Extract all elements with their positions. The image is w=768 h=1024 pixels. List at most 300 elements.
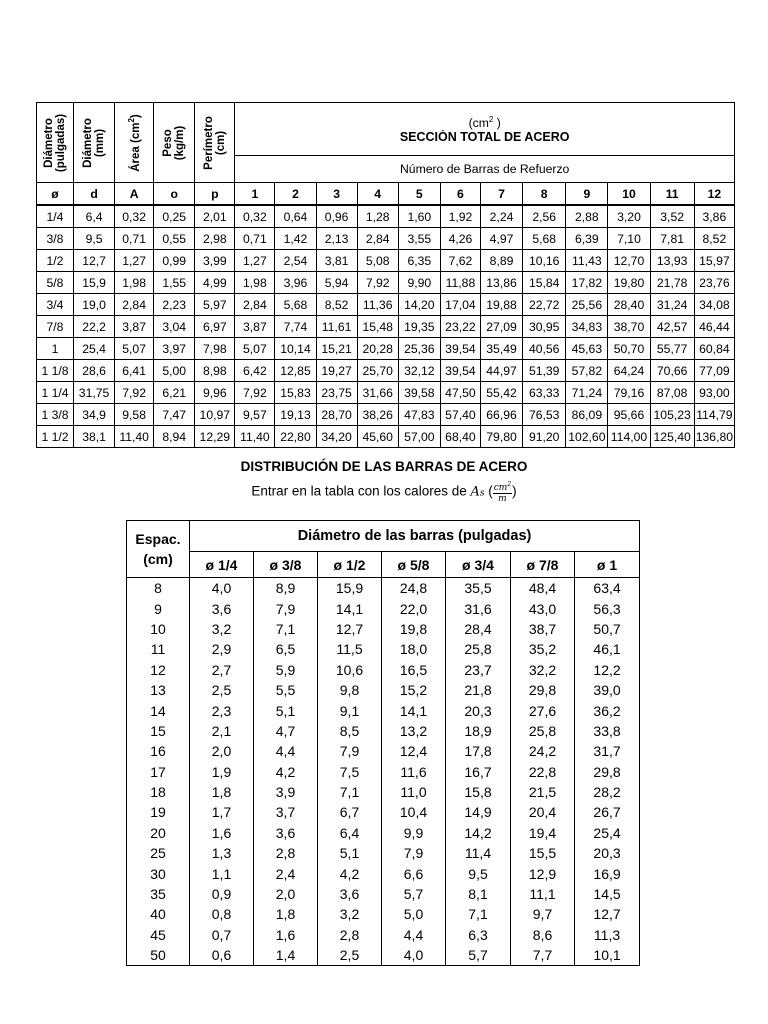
table-row — [37, 382, 735, 404]
spacing-cell: 10 — [127, 619, 190, 639]
area-cell: 11,0 — [382, 782, 446, 802]
symbol-cell: ø — [37, 183, 74, 206]
bars-subtitle: Número de Barras de Refuerzo — [235, 156, 735, 183]
area-cell: 15,9 — [318, 578, 382, 599]
area-cell: 12,9 — [511, 863, 575, 883]
area-cell: 17,8 — [446, 741, 511, 761]
area-cell: 3,6 — [254, 823, 318, 843]
spacing-cell: 11 — [127, 639, 190, 659]
area-cell: 2,9 — [190, 639, 254, 659]
area-cell: 7,9 — [254, 598, 318, 618]
area-cell: 12,7 — [318, 619, 382, 639]
value-cell: 38,70 — [608, 316, 650, 338]
area-cell: 14,1 — [318, 598, 382, 618]
value-cell: 8,52 — [316, 294, 357, 316]
section-title: SECCIÓN TOTAL DE ACERO — [235, 130, 735, 156]
value-cell: 91,20 — [523, 426, 566, 448]
area-cell: 39,0 — [575, 680, 640, 700]
area-cell: 6,4 — [318, 823, 382, 843]
area-cell: 1,1 — [190, 863, 254, 883]
value-cell: 6,39 — [566, 228, 608, 250]
bar-count-header: 3 — [316, 183, 357, 206]
area-cell: 2,8 — [254, 843, 318, 863]
area-cell: 4,7 — [254, 721, 318, 741]
value-cell: 39,54 — [440, 360, 480, 382]
value-cell: 2,01 — [195, 205, 235, 228]
value-cell: 12,70 — [608, 250, 650, 272]
value-cell: 60,84 — [694, 338, 734, 360]
value-cell: 79,16 — [608, 382, 650, 404]
area-cell: 27,6 — [511, 700, 575, 720]
area-cell: 29,8 — [575, 762, 640, 782]
area-cell: 25,4 — [575, 823, 640, 843]
area-cell: 36,2 — [575, 700, 640, 720]
spacing-cell: 13 — [127, 680, 190, 700]
area-cell: 31,7 — [575, 741, 640, 761]
area-cell: 1,9 — [190, 762, 254, 782]
area-cell: 15,2 — [382, 680, 446, 700]
symbol-cell: d — [74, 183, 115, 206]
value-cell: 28,70 — [316, 404, 357, 426]
value-cell: 35,49 — [480, 338, 522, 360]
distribution-title: DISTRIBUCIÓN DE LAS BARRAS DE ACERO — [240, 459, 528, 474]
value-cell: 77,09 — [694, 360, 734, 382]
spacing-cell: 40 — [127, 904, 190, 924]
value-cell: 19,0 — [74, 294, 115, 316]
value-cell: 11,40 — [235, 426, 275, 448]
value-cell: 5,94 — [316, 272, 357, 294]
value-cell: 0,32 — [235, 205, 275, 228]
value-cell: 45,63 — [566, 338, 608, 360]
area-cell: 5,5 — [254, 680, 318, 700]
bar-count-header: 1 — [235, 183, 275, 206]
value-cell: 105,23 — [650, 404, 694, 426]
value-cell: 1,27 — [235, 250, 275, 272]
bar-count-header: 12 — [694, 183, 734, 206]
spacing-cell: 19 — [127, 802, 190, 822]
value-cell: 10,14 — [275, 338, 316, 360]
spacing-cell: 35 — [127, 884, 190, 904]
area-cell: 3,2 — [318, 904, 382, 924]
value-cell: 28,6 — [74, 360, 115, 382]
table-row — [37, 228, 735, 250]
area-cell: 23,7 — [446, 660, 511, 680]
diameter-cell: 1/2 — [37, 250, 74, 272]
value-cell: 23,76 — [694, 272, 734, 294]
value-cell: 47,83 — [398, 404, 440, 426]
value-cell: 4,26 — [440, 228, 480, 250]
area-cell: 19,4 — [511, 823, 575, 843]
area-cell: 11,3 — [575, 925, 640, 945]
diameter-cell: 1 1/4 — [37, 382, 74, 404]
area-cell: 25,8 — [446, 639, 511, 659]
area-cell: 33,8 — [575, 721, 640, 741]
value-cell: 7,81 — [650, 228, 694, 250]
value-cell: 39,58 — [398, 382, 440, 404]
table-row — [127, 639, 640, 659]
value-cell: 11,36 — [357, 294, 398, 316]
value-cell: 25,70 — [357, 360, 398, 382]
header-diameter-mm: Diámetro (mm) — [74, 103, 115, 183]
value-cell: 10,97 — [195, 404, 235, 426]
symbol-cell: A — [115, 183, 154, 206]
spacing-cell: 9 — [127, 598, 190, 618]
diameter-header: ø 1 — [575, 552, 640, 578]
area-cell: 5,1 — [318, 843, 382, 863]
value-cell: 0,25 — [154, 205, 195, 228]
value-cell: 2,23 — [154, 294, 195, 316]
diameter-header: ø 3/8 — [254, 552, 318, 578]
value-cell: 64,24 — [608, 360, 650, 382]
value-cell: 11,43 — [566, 250, 608, 272]
value-cell: 9,90 — [398, 272, 440, 294]
value-cell: 2,54 — [275, 250, 316, 272]
value-cell: 25,56 — [566, 294, 608, 316]
area-cell: 7,1 — [446, 904, 511, 924]
value-cell: 1,55 — [154, 272, 195, 294]
diameter-cell: 1/4 — [37, 205, 74, 228]
spacing-cell: 45 — [127, 925, 190, 945]
value-cell: 31,75 — [74, 382, 115, 404]
area-cell: 32,2 — [511, 660, 575, 680]
value-cell: 34,08 — [694, 294, 734, 316]
value-cell: 25,36 — [398, 338, 440, 360]
table-row — [37, 404, 735, 426]
value-cell: 95,66 — [608, 404, 650, 426]
value-cell: 3,99 — [195, 250, 235, 272]
area-cell: 14,1 — [382, 700, 446, 720]
value-cell: 2,84 — [115, 294, 154, 316]
value-cell: 2,24 — [480, 205, 522, 228]
value-cell: 45,60 — [357, 426, 398, 448]
diameter-cell: 1 1/2 — [37, 426, 74, 448]
value-cell: 15,84 — [523, 272, 566, 294]
value-cell: 1,98 — [115, 272, 154, 294]
distribution-instruction: Entrar en la tabla con los calores de As ( $\frac{cm^2}{m}$ ) — [251, 481, 517, 504]
value-cell: 44,97 — [480, 360, 522, 382]
area-cell: 2,0 — [190, 741, 254, 761]
value-cell: 1,60 — [398, 205, 440, 228]
symbol-cell: o — [154, 183, 195, 206]
value-cell: 5,00 — [154, 360, 195, 382]
table-row — [37, 426, 735, 448]
table-row — [127, 598, 640, 618]
value-cell: 1,28 — [357, 205, 398, 228]
value-cell: 8,89 — [480, 250, 522, 272]
value-cell: 39,54 — [440, 338, 480, 360]
value-cell: 7,62 — [440, 250, 480, 272]
value-cell: 6,35 — [398, 250, 440, 272]
area-cell: 8,5 — [318, 721, 382, 741]
area-cell: 46,1 — [575, 639, 640, 659]
bar-count-header: 8 — [523, 183, 566, 206]
value-cell: 114,00 — [608, 426, 650, 448]
value-cell: 2,13 — [316, 228, 357, 250]
value-cell: 1,42 — [275, 228, 316, 250]
area-cell: 7,1 — [254, 619, 318, 639]
value-cell: 1,92 — [440, 205, 480, 228]
table-row — [127, 904, 640, 924]
table-row — [37, 294, 735, 316]
value-cell: 15,48 — [357, 316, 398, 338]
value-cell: 40,56 — [523, 338, 566, 360]
area-cell: 4,0 — [190, 578, 254, 599]
area-cell: 8,6 — [511, 925, 575, 945]
area-cell: 26,7 — [575, 802, 640, 822]
value-cell: 3,97 — [154, 338, 195, 360]
diameter-title: Diámetro de las barras (pulgadas) — [190, 521, 640, 552]
value-cell: 34,20 — [316, 426, 357, 448]
table-row — [127, 700, 640, 720]
value-cell: 15,83 — [275, 382, 316, 404]
area-cell: 7,9 — [318, 741, 382, 761]
diameter-cell: 7/8 — [37, 316, 74, 338]
value-cell: 6,4 — [74, 205, 115, 228]
area-cell: 15,8 — [446, 782, 511, 802]
value-cell: 57,82 — [566, 360, 608, 382]
diameter-cell: 3/8 — [37, 228, 74, 250]
table-row — [37, 360, 735, 382]
area-cell: 8,1 — [446, 884, 511, 904]
area-cell: 11,1 — [511, 884, 575, 904]
area-cell: 56,3 — [575, 598, 640, 618]
area-cell: 21,5 — [511, 782, 575, 802]
value-cell: 2,88 — [566, 205, 608, 228]
area-cell: 6,5 — [254, 639, 318, 659]
value-cell: 31,66 — [357, 382, 398, 404]
area-cell: 10,6 — [318, 660, 382, 680]
spacing-header: Espac. (cm) — [127, 521, 190, 578]
area-cell: 14,5 — [575, 884, 640, 904]
diameter-cell: 1 1/8 — [37, 360, 74, 382]
value-cell: 5,97 — [195, 294, 235, 316]
value-cell: 6,42 — [235, 360, 275, 382]
area-cell: 7,7 — [511, 945, 575, 966]
value-cell: 1,98 — [235, 272, 275, 294]
area-cell: 2,8 — [318, 925, 382, 945]
value-cell: 3,04 — [154, 316, 195, 338]
bar-distribution-table — [126, 520, 640, 966]
value-cell: 6,41 — [115, 360, 154, 382]
area-cell: 11,6 — [382, 762, 446, 782]
value-cell: 25,4 — [74, 338, 115, 360]
table-row — [37, 272, 735, 294]
area-cell: 28,2 — [575, 782, 640, 802]
header-weight: Peso (kg/m) — [154, 103, 195, 183]
value-cell: 3,87 — [115, 316, 154, 338]
value-cell: 5,08 — [357, 250, 398, 272]
area-cell: 20,4 — [511, 802, 575, 822]
value-cell: 0,71 — [115, 228, 154, 250]
table-row — [37, 316, 735, 338]
value-cell: 46,44 — [694, 316, 734, 338]
area-cell: 18,0 — [382, 639, 446, 659]
value-cell: 42,57 — [650, 316, 694, 338]
area-cell: 7,5 — [318, 762, 382, 782]
steel-section-table — [36, 102, 735, 448]
value-cell: 13,93 — [650, 250, 694, 272]
value-cell: 14,20 — [398, 294, 440, 316]
value-cell: 76,53 — [523, 404, 566, 426]
value-cell: 12,29 — [195, 426, 235, 448]
symbol-row — [37, 183, 735, 206]
value-cell: 19,13 — [275, 404, 316, 426]
diameter-header: ø 3/4 — [446, 552, 511, 578]
value-cell: 6,21 — [154, 382, 195, 404]
value-cell: 22,80 — [275, 426, 316, 448]
value-cell: 11,61 — [316, 316, 357, 338]
header-diameter-inches: Diámetro (pulgadas) — [37, 103, 74, 183]
bar-count-header: 4 — [357, 183, 398, 206]
value-cell: 5,07 — [235, 338, 275, 360]
value-cell: 34,9 — [74, 404, 115, 426]
table-row — [127, 762, 640, 782]
bar-count-header: 2 — [275, 183, 316, 206]
spacing-cell: 15 — [127, 721, 190, 741]
spacing-cell: 20 — [127, 823, 190, 843]
value-cell: 8,98 — [195, 360, 235, 382]
area-cell: 15,5 — [511, 843, 575, 863]
bar-count-header: 5 — [398, 183, 440, 206]
area-cell: 3,7 — [254, 802, 318, 822]
value-cell: 0,55 — [154, 228, 195, 250]
value-cell: 7,92 — [115, 382, 154, 404]
value-cell: 57,00 — [398, 426, 440, 448]
value-cell: 8,52 — [694, 228, 734, 250]
value-cell: 2,98 — [195, 228, 235, 250]
value-cell: 3,86 — [694, 205, 734, 228]
area-cell: 9,9 — [382, 823, 446, 843]
area-cell: 12,2 — [575, 660, 640, 680]
diameter-header: ø 1/2 — [318, 552, 382, 578]
value-cell: 0,96 — [316, 205, 357, 228]
value-cell: 1,27 — [115, 250, 154, 272]
table-row — [127, 945, 640, 966]
area-cell: 14,2 — [446, 823, 511, 843]
area-cell: 20,3 — [575, 843, 640, 863]
value-cell: 3,87 — [235, 316, 275, 338]
spacing-cell: 50 — [127, 945, 190, 966]
area-cell: 9,5 — [446, 863, 511, 883]
area-cell: 10,4 — [382, 802, 446, 822]
value-cell: 57,40 — [440, 404, 480, 426]
table-row — [127, 925, 640, 945]
area-cell: 38,7 — [511, 619, 575, 639]
area-cell: 1,3 — [190, 843, 254, 863]
value-cell: 7,10 — [608, 228, 650, 250]
area-cell: 4,0 — [382, 945, 446, 966]
value-cell: 32,12 — [398, 360, 440, 382]
area-cell: 29,8 — [511, 680, 575, 700]
area-cell: 24,8 — [382, 578, 446, 599]
value-cell: 3,96 — [275, 272, 316, 294]
value-cell: 12,85 — [275, 360, 316, 382]
area-cell: 3,9 — [254, 782, 318, 802]
value-cell: 0,71 — [235, 228, 275, 250]
table-row — [127, 680, 640, 700]
units-label: ($cm^2$ ) — [235, 103, 735, 131]
value-cell: 87,08 — [650, 382, 694, 404]
area-cell: 3,6 — [190, 598, 254, 618]
area-cell: 2,5 — [190, 680, 254, 700]
area-cell: 22,8 — [511, 762, 575, 782]
value-cell: 9,58 — [115, 404, 154, 426]
value-cell: 68,40 — [440, 426, 480, 448]
value-cell: 3,52 — [650, 205, 694, 228]
value-cell: 28,40 — [608, 294, 650, 316]
value-cell: 7,92 — [235, 382, 275, 404]
value-cell: 66,96 — [480, 404, 522, 426]
area-cell: 4,4 — [254, 741, 318, 761]
value-cell: 70,66 — [650, 360, 694, 382]
area-cell: 1,7 — [190, 802, 254, 822]
area-cell: 11,4 — [446, 843, 511, 863]
area-cell: 2,7 — [190, 660, 254, 680]
area-cell: 1,8 — [254, 904, 318, 924]
area-cell: 5,0 — [382, 904, 446, 924]
diameter-cell: 5/8 — [37, 272, 74, 294]
diameter-header: ø 7/8 — [511, 552, 575, 578]
area-cell: 5,9 — [254, 660, 318, 680]
diameter-header: ø 1/4 — [190, 552, 254, 578]
table-row — [127, 578, 640, 599]
value-cell: 102,60 — [566, 426, 608, 448]
spacing-cell: 14 — [127, 700, 190, 720]
area-cell: 3,6 — [318, 884, 382, 904]
area-cell: 18,9 — [446, 721, 511, 741]
area-cell: 9,8 — [318, 680, 382, 700]
value-cell: 19,27 — [316, 360, 357, 382]
spacing-cell: 8 — [127, 578, 190, 599]
area-cell: 13,2 — [382, 721, 446, 741]
area-cell: 2,0 — [254, 884, 318, 904]
value-cell: 63,33 — [523, 382, 566, 404]
area-cell: 4,4 — [382, 925, 446, 945]
value-cell: 0,64 — [275, 205, 316, 228]
value-cell: 15,21 — [316, 338, 357, 360]
value-cell: 17,04 — [440, 294, 480, 316]
area-cell: 2,5 — [318, 945, 382, 966]
diameter-header: ø 5/8 — [382, 552, 446, 578]
area-cell: 9,7 — [511, 904, 575, 924]
area-cell: 11,5 — [318, 639, 382, 659]
area-cell: 6,3 — [446, 925, 511, 945]
area-cell: 24,2 — [511, 741, 575, 761]
area-cell: 1,4 — [254, 945, 318, 966]
area-cell: 16,9 — [575, 863, 640, 883]
spacing-cell: 30 — [127, 863, 190, 883]
bar-count-header: 6 — [440, 183, 480, 206]
table-row — [127, 863, 640, 883]
area-cell: 20,3 — [446, 700, 511, 720]
value-cell: 15,9 — [74, 272, 115, 294]
area-cell: 1,6 — [190, 823, 254, 843]
value-cell: 93,00 — [694, 382, 734, 404]
value-cell: 55,42 — [480, 382, 522, 404]
value-cell: 21,78 — [650, 272, 694, 294]
value-cell: 9,5 — [74, 228, 115, 250]
value-cell: 7,98 — [195, 338, 235, 360]
area-cell: 5,1 — [254, 700, 318, 720]
area-cell: 0,6 — [190, 945, 254, 966]
area-cell: 31,6 — [446, 598, 511, 618]
spacing-cell: 17 — [127, 762, 190, 782]
value-cell: 5,68 — [275, 294, 316, 316]
table-row — [127, 721, 640, 741]
value-cell: 23,75 — [316, 382, 357, 404]
value-cell: 86,09 — [566, 404, 608, 426]
area-cell: 48,4 — [511, 578, 575, 599]
